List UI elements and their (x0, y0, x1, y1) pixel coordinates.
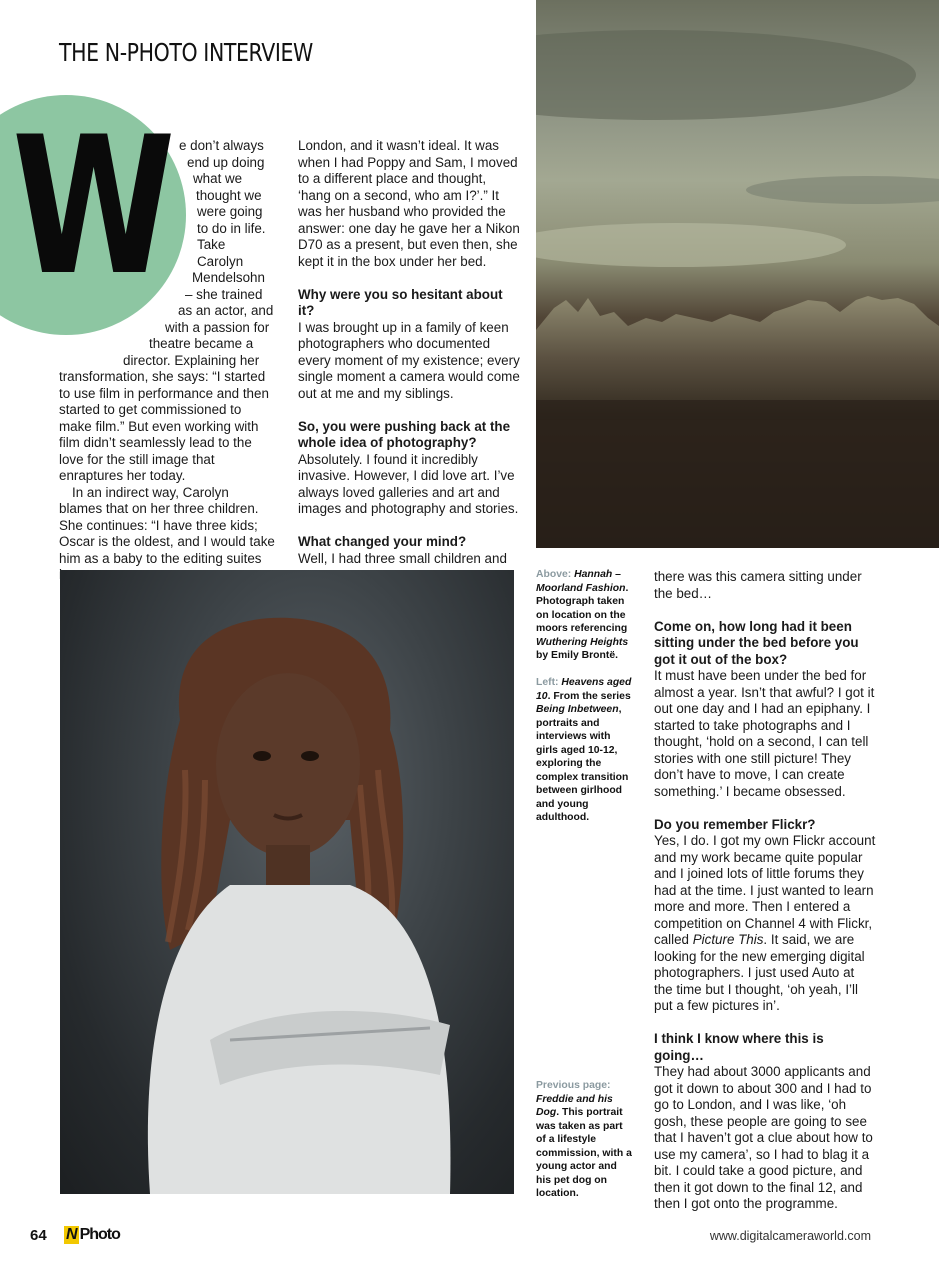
body-paragraph: London, and it wasn’t ideal. It was when I had Poppy and Sam, I moved to a different place and thought, ‘hang on a second, who am I?’.” It was her husband who provided the answer: one day he gave her a Nikon D70 as a present, but even then, she kept it in the box under her bed. (298, 138, 520, 269)
dropcap-letter: W (12, 96, 176, 317)
qa-block (298, 287, 520, 403)
interview-answer: Absolutely. I found it incredibly invasive. However, I did love art. I’ve always loved galleries and art and images and photography and stories. (298, 451, 519, 516)
wrapped-line: with a passion for (165, 319, 270, 335)
photo-caption-above (536, 568, 632, 838)
interview-answer: I was brought up in a family of keen photographers who documented every moment of my existence; every single moment a camera would come out at me and my siblings. (298, 319, 520, 401)
portrait-photo (60, 570, 514, 1194)
caption-text: . From the series (547, 690, 631, 702)
caption-reference: Wuthering Heights (536, 636, 629, 648)
caption-text: . This portrait was taken as part of a lifestyle commission, with a young actor and his pet dog on location. (536, 1107, 632, 1199)
caption-series: Being Inbetween (536, 704, 619, 715)
interview-answer: It must have been under the bed for almost a year. Isn’t that awful? I got it out one day and I had an epiphany. I started to take photographs and I thought, ‘hold on a second, I can tell stories with one still picture! They don’t have to move, I can create something.’ I became obsessed. (654, 668, 875, 799)
article-column-left (59, 138, 275, 584)
show-title: Picture This (692, 932, 764, 947)
caption-label: Above: (536, 569, 572, 580)
caption-title: Heavens aged 10 (536, 677, 632, 702)
caption-title: Hannah – Moorland Fashion (536, 569, 626, 594)
caption-text: by Emily Brontë. (536, 650, 618, 661)
page-number: 64 (30, 1227, 47, 1244)
caption-text: . Photograph taken on location on the moors referencing (536, 582, 629, 634)
website-url: www.digitalcameraworld.com (709, 1229, 871, 1243)
magazine-logo (64, 1226, 120, 1244)
qa-block (298, 419, 520, 518)
interview-answer: Well, I had three small children and (298, 550, 507, 566)
wrapped-line: director. Explaining her (123, 352, 260, 368)
interview-question: What changed your mind? (298, 534, 467, 549)
wrapped-line: Mendelsohn (192, 270, 265, 285)
logo-wordmark: Photo (79, 1226, 120, 1243)
wrapped-line: as an actor, and (178, 303, 274, 318)
dropcap-wrapped-lines (59, 138, 275, 369)
wrapped-line: Take Carolyn (197, 237, 244, 269)
caption-label: Left: (536, 677, 559, 688)
article-column-middle (298, 138, 520, 567)
section-title: THE N-PHOTO INTERVIEW (59, 38, 313, 67)
qa-block (654, 1031, 876, 1213)
logo-n-mark: N (66, 1226, 77, 1243)
interview-question: I think I know where this is going… (654, 1031, 824, 1063)
interview-question: Why were you so hesitant about it? (298, 286, 503, 318)
interview-question: Do you remember Flickr? (654, 816, 816, 832)
qa-block (654, 619, 876, 801)
wrapped-line: theatre became a (149, 336, 254, 351)
interview-question: So, you were pushing back at the whole idea of photography? (298, 418, 511, 450)
qa-block (654, 817, 876, 1015)
body-paragraph: there was this camera sitting under the bed… (654, 569, 862, 601)
interview-answer: Yes, I do. I got my own Flickr account and my work became quite popular and I joined lots of little forums they had at the time. I just wanted to learn more and more. Then I entered a competition on Channel 4 with Flickr, called (654, 833, 876, 947)
wrapped-line: end up doing (187, 154, 265, 170)
caption-title: Freddie and his Dog (536, 1093, 613, 1118)
interview-answer: They had about 3000 applicants and got it down to about 300 and I had to go to London, and I was like, ‘oh gosh, these people are going to see that I haven’t got a clue about how to use my camera’, so I had to blag it a bit. I could take a good picture, and then it got down to the final 12, and then I got onto the programme. (654, 1064, 873, 1211)
wrapped-line: to do in life. (197, 220, 266, 236)
wrapped-line: were going (197, 204, 263, 219)
body-paragraph: In an indirect way, Carolyn blames that on her three children. She continues: “I have three kids; Oscar is the oldest, and I would take him as a baby to the editing suites (59, 484, 275, 566)
portrait-photo-art (60, 570, 514, 1194)
wrapped-line: e don’t always (179, 138, 264, 153)
photo-caption-previous (536, 1079, 632, 1201)
wrapped-line: what we (193, 171, 243, 186)
body-paragraph: transformation, she says: “I started to use film in performance and then started to get commissioned to make film.” But even working with film didn’t seamlessly lead to the love for the still image that enraptures her today. (59, 369, 269, 483)
wrapped-line: – she trained (185, 286, 263, 302)
qa-block (298, 534, 520, 567)
moorland-photo (536, 0, 939, 548)
interview-answer: . It said, we are looking for the new emerging digital photographers. I just used Auto at the time but I thought, ‘oh yeah, I’ll put a few pictures in’. (654, 932, 865, 1013)
article-column-right (654, 569, 876, 1213)
moorland-photo-art (536, 0, 939, 548)
interview-question: Come on, how long had it been sitting under the bed before you got it out of the box? (654, 618, 859, 667)
caption-text: , portraits and interviews with girls aged 10-12, exploring the complex transition between girlhood and young adulthood. (536, 704, 629, 823)
wrapped-line: thought we (196, 187, 262, 203)
caption-label: Previous page: (536, 1080, 611, 1091)
